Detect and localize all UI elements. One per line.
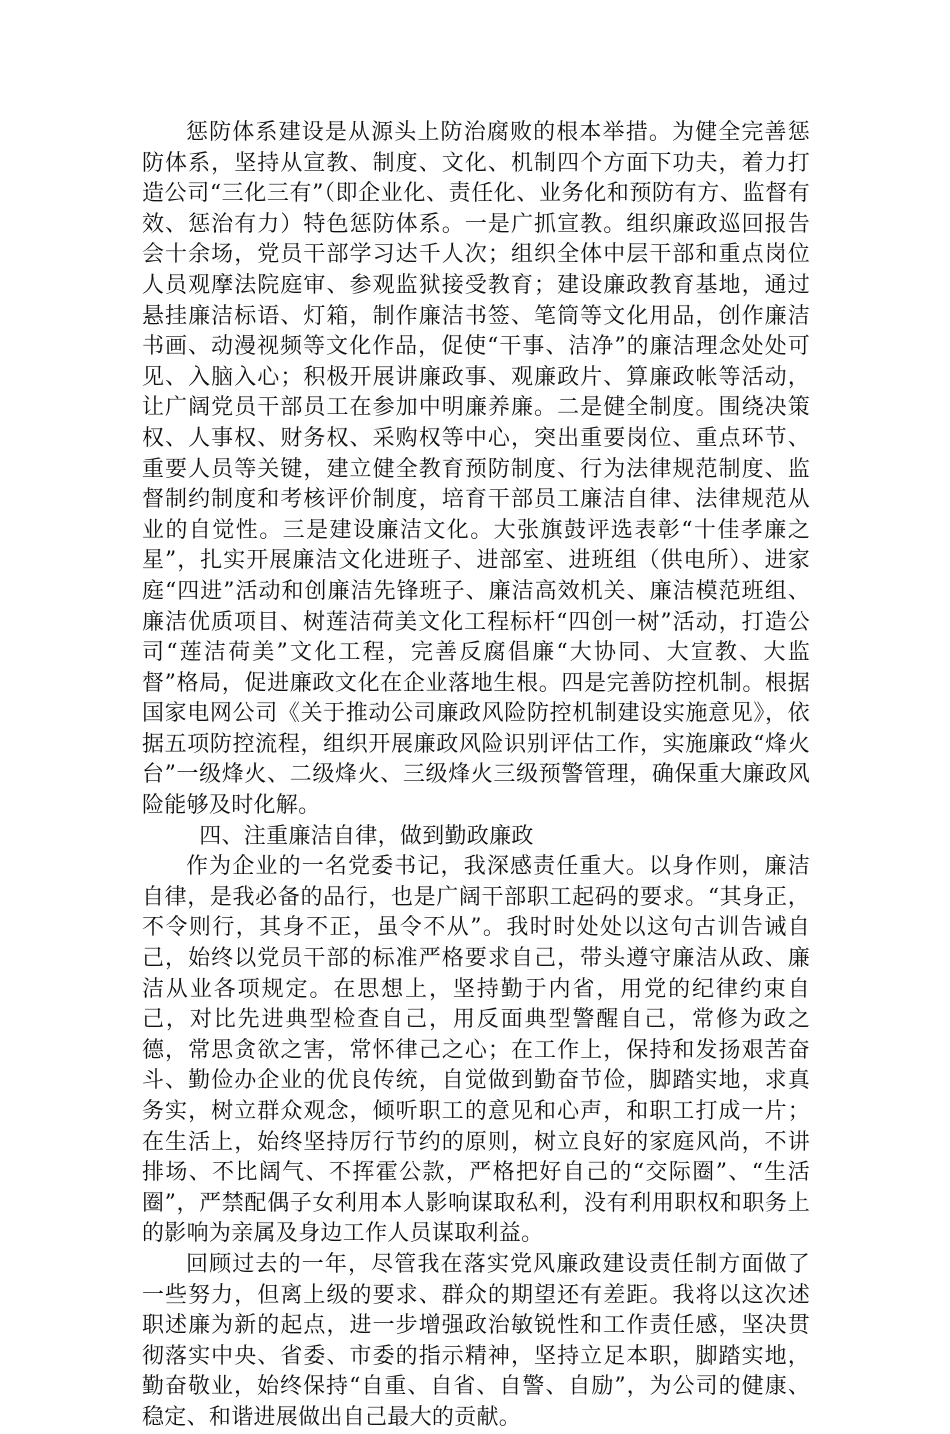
paragraph-conclusion: 回顾过去的一年，尽管我在落实党风廉政建设责任制方面做了一些努力，但离上级的要求、群众的期望还有差距。我将以这次述职述廉为新的起点，进一步增强政治敏锐性和工作责任感，坚决贯彻落实中央、省委、市委的指示精神，坚持立足本职，脚踏实地，勤奋敬业，始终保持“自重、自省、自警、自励”，为公司的健康、稳定、和谐进展做出自己最大的贡献。: [142, 1251, 810, 1430]
paragraph-anti-corruption-system: 惩防体系建设是从源头上防治腐败的根本举措。为健全完善惩防体系，坚持从宣教、制度、文化、机制四个方面下功夫，着力打造公司“三化三有”（即企业化、责任化、业务化和预防有方、监督有效、惩治有力）特色惩防体系。一是广抓宣教。组织廉政巡回报告会十余场，党员干部学习达千人次；组织全体中层干部和重点岗位人员观摩法院庭审、参观监狱接受教育；建设廉政教育基地，通过悬挂廉洁标语、灯箱，制作廉洁书签、笔筒等文化用品，创作廉洁书画、动漫视频等文化作品，促使“干事、洁净”的廉洁理念处处可见、入脑入心；积极开展讲廉政事、观廉政片、算廉政帐等活动，让广阔党员干部员工在参加中明廉养廉。二是健全制度。围绕决策权、人事权、财务权、采购权等中心，突出重要岗位、重点环节、重要人员等关键，建立健全教育预防制度、行为法律规范制度、监督制约制度和考核评价制度，培育干部员工廉洁自律、法律规范从业的自觉性。三是建设廉洁文化。大张旗鼓评选表彰“十佳孝廉之星”，扎实开展廉洁文化进班子、进部室、进班组（供电所）、进家庭“四进”活动和创廉洁先锋班子、廉洁高效机关、廉洁模范班组、廉洁优质项目、树莲洁荷美文化工程标杆“四创一树”活动，打造公司“莲洁荷美”文化工程，完善反腐倡廉“大协同、大宣教、大监督”格局，促进廉政文化在企业落地生根。四是完善防控机制。根据国家电网公司《关于推动公司廉政风险防控机制建设实施意见》，依据五项防控流程，组织开展廉政风险识别评估工作，实施廉政“烽火台”一级烽火、二级烽火、三级烽火三级预警管理，确保重大廉政风险能够及时化解。: [142, 120, 810, 819]
document-body: [142, 118, 810, 1434]
section-heading-self-discipline: 四、注重廉洁自律，做到勤政廉政: [199, 823, 534, 849]
paragraph-self-discipline: 作为企业的一名党委书记，我深感责任重大。以身作则，廉洁自律，是我必备的品行，也是广阔干部职工起码的要求。“其身正，不令则行，其身不正，虽令不从”。我时时处处以这句古训告诫自己，始终以党员干部的标准严格要求自己，带头遵守廉洁从政、廉洁从业各项规定。在思想上，坚持勤于内省，用党的纪律约束自己，对比先进典型检查自己，用反面典型警醒自己，常修为政之德，常思贪欲之害，常怀律己之心；在工作上，保持和发扬艰苦奋斗、勤俭办企业的优良传统，自觉做到勤奋节俭，脚踏实地，求真务实，树立群众观念，倾听职工的意见和心声，和职工打成一片；在生活上，始终坚持厉行节约的原则，树立良好的家庭风尚，不讲排场、不比阔气、不挥霍公款，严格把好自己的“交际圈”、“生活圈”，严禁配偶子女利用本人影响谋取私利，没有利用职权和职务上的影响为亲属及身边工作人员谋取利益。: [142, 854, 810, 1247]
